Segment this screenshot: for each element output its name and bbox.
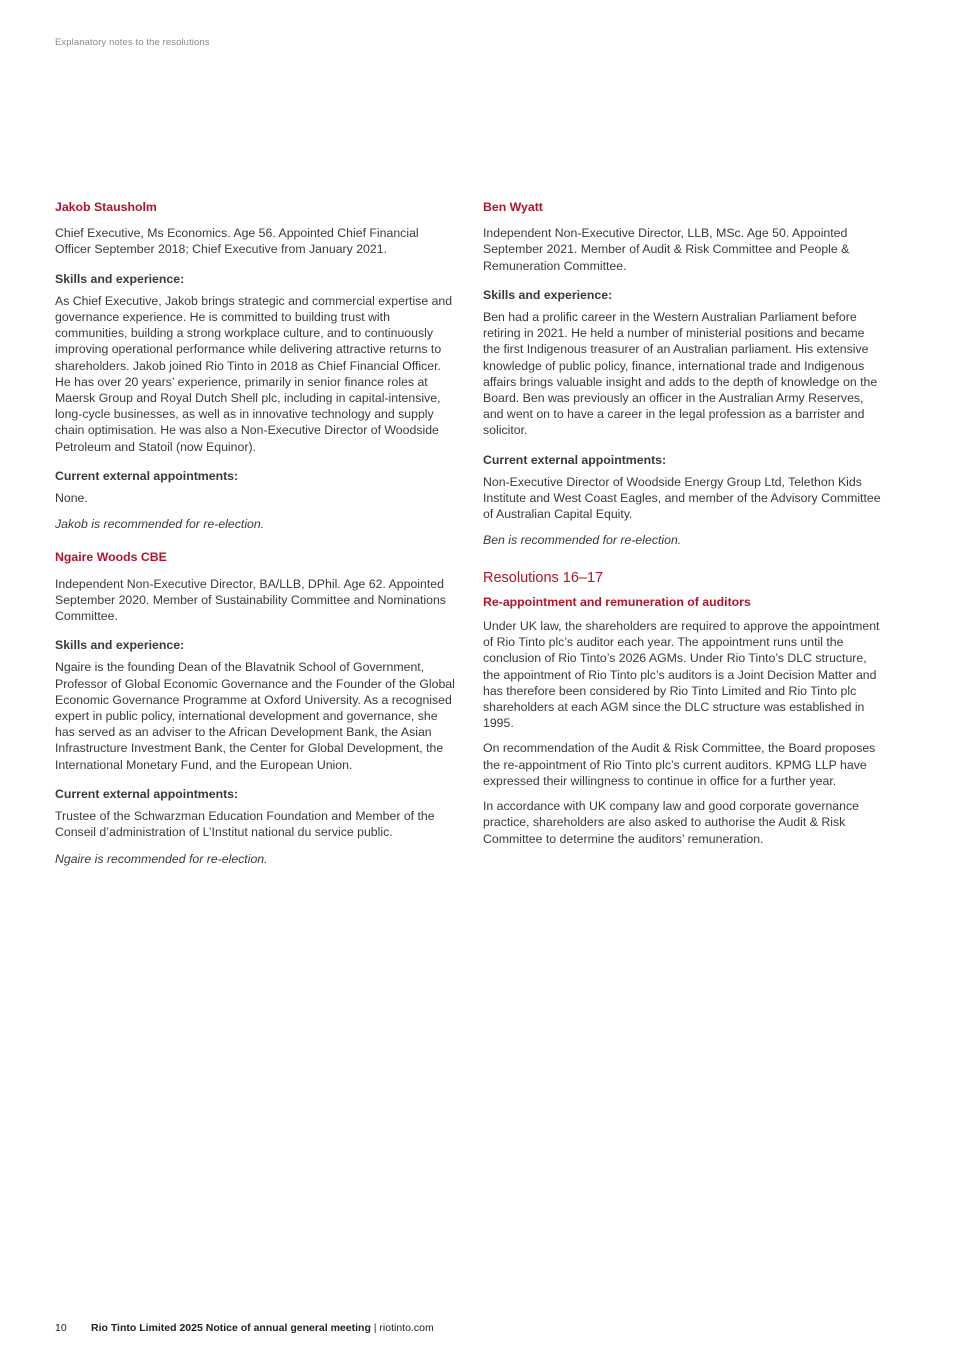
resolutions-paragraph: On recommendation of the Audit & Risk Committee, the Board proposes the re-appointment of Rio Tinto plc’s current auditors. KPMG LLP have expressed their willingness to continue in office for a further year.	[483, 741, 876, 788]
appointments-text: None.	[55, 491, 88, 506]
director-intro: Independent Non-Executive Director, LLB, MSc. Age 50. Appointed September 2021. Member of Audit & Risk Committee and People & Remuneration Committee.	[483, 226, 850, 273]
appointments-label: Current external appointments:	[55, 786, 239, 801]
recommendation: Ben is recommended for re-election.	[483, 533, 682, 548]
recommendation: Ngaire is recommended for re-election.	[55, 851, 268, 866]
profile-ngaire-woods	[55, 549, 455, 866]
recommendation: Jakob is recommended for re-election.	[55, 517, 265, 532]
resolutions-subtitle: Re-appointment and remuneration of auditors	[483, 594, 751, 609]
resolutions-16-17	[483, 570, 883, 847]
page-footer	[55, 1322, 434, 1334]
skills-label: Skills and experience:	[483, 287, 613, 302]
appointments-label: Current external appointments:	[483, 452, 667, 467]
skills-text: Ngaire is the founding Dean of the Blavatnik School of Government, Professor of Global Economic Governance and the Founder of the Global Economic Governance Programme at Oxford University. As a recognised expert in public policy, international development and governance, she has served as an adviser to the African Development Bank, the Asian Infrastructure Investment Bank, the Center for Global Development, the International Monetary Fund, and the European Union.	[55, 660, 455, 772]
left-column	[55, 199, 455, 867]
director-intro: Independent Non-Executive Director, BA/LLB, DPhil. Age 62. Appointed September 2020. Member of Sustainability Committee and Nominations Committee.	[55, 576, 446, 624]
skills-text: As Chief Executive, Jakob brings strategic and commercial expertise and governance experience. He is committed to building trust with communities, building a strong workplace culture, and to continuously improving operational performance while delivering attractive returns to shareholders. Jakob joined Rio Tinto in 2018 as Chief Financial Officer. He has over 20 years’ experience, primarily in senior finance roles at Maersk Group and Royal Dutch Shell plc, including in capital-intensive, long-cycle businesses, as well as in innovative technology and supply chain optimisation. He was also a Non-Executive Director of Woodside Petroleum and Statoil (now Equinor).	[55, 293, 453, 454]
resolutions-paragraph: Under UK law, the shareholders are required to approve the appointment of Rio Tinto plc’s auditor each year. The appointment runs until the conclusion of Rio Tinto’s 2026 AGMs. Under Rio Tinto’s DLC structure, the appointment of Rio Tinto plc’s auditors is a Joint Decision Matter and has therefore been considered by Rio Tinto Limited and Rio Tinto plc shareholders at each AGM since the DLC structure was established in 1995.	[483, 619, 880, 731]
page-number: 10	[55, 1322, 67, 1334]
skills-label: Skills and experience:	[55, 271, 185, 286]
resolutions-paragraph: In accordance with UK company law and good corporate governance practice, shareholders are also asked to authorise the Audit & Risk Committee to determine the auditors’ remuneration.	[483, 799, 859, 846]
footer-separator: |	[370, 1322, 380, 1334]
appointments-text: Trustee of the Schwarzman Education Foundation and Member of the Conseil d’administration of L’Institut national du service public.	[55, 809, 435, 840]
skills-text: Ben had a prolific career in the Western Australian Parliament before retiring in 2021. He held a number of ministerial positions and became the first Indigenous treasurer of an Australian parliament. His extensive knowledge of public policy, finance, international trade and Indigenous affairs brings valuable insight and adds to the depth of knowledge on the Board. Ben was previously an officer in the Australian Army Reserves, and went on to have a career in the legal profession as a barrister and solicitor.	[483, 310, 878, 438]
appointments-text: Non-Executive Director of Woodside Energy Group Ltd, Telethon Kids Institute and West Coast Eagles, and member of the Advisory Committee of Australian Capital Equity.	[483, 474, 881, 522]
website-link[interactable]: riotinto.com	[379, 1322, 434, 1334]
right-column	[483, 199, 883, 856]
document-title: Rio Tinto Limited 2025 Notice of annual general meeting	[91, 1322, 371, 1334]
director-name: Ngaire Woods CBE	[55, 550, 167, 565]
running-header: Explanatory notes to the resolutions	[55, 37, 210, 48]
resolutions-title: Resolutions 16–17	[483, 569, 604, 586]
director-name: Jakob Stausholm	[55, 200, 157, 214]
profile-jakob-stausholm	[55, 199, 455, 532]
director-intro: Chief Executive, Ms Economics. Age 56. Appointed Chief Financial Officer September 2018; Chief Executive from January 2021.	[55, 226, 419, 257]
director-name: Ben Wyatt	[483, 200, 543, 214]
skills-label: Skills and experience:	[55, 638, 185, 653]
appointments-label: Current external appointments:	[55, 468, 239, 483]
profile-ben-wyatt	[483, 199, 883, 549]
